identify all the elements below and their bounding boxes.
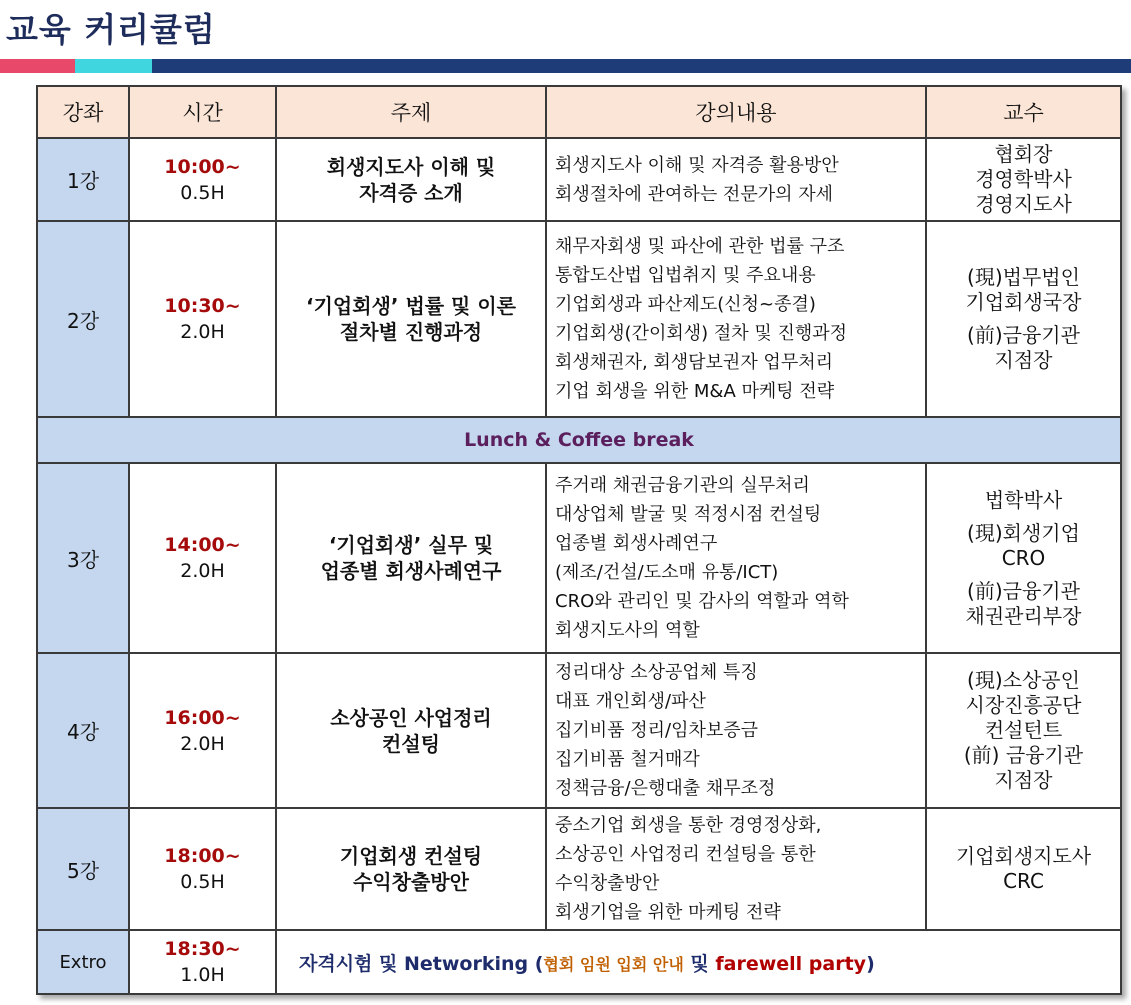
start-time: 18:00~ [164,845,241,867]
prof-line: 법학박사 [984,487,1063,512]
extro-text-a: 자격시험 및 Networking ( [299,952,544,975]
extro-text-d: farewell party [715,952,867,975]
accent-bar-cyan [75,59,152,73]
duration: 0.5H [180,181,225,204]
start-time: 10:30~ [164,295,241,317]
content-line: 중소기업 회생을 통한 경영정상화, [555,815,822,836]
prof-line: 기업회생국장 [965,290,1082,314]
extro-row [37,930,1121,994]
lecture-time [129,463,276,653]
prof-line: 협회장 [994,142,1053,166]
lecture-time [129,138,276,221]
lecture-professor [926,221,1121,417]
lecture-content [546,221,926,417]
start-time: 16:00~ [164,706,241,729]
start-time: 10:00~ [164,155,241,178]
accent-bar-navy [152,59,1131,73]
prof-line: 경영학박사 [975,167,1072,191]
content-line: 기업회생(간이회생) 절차 및 진행과정 [555,323,848,344]
lecture-number: 4강 [37,653,129,808]
lunch-break-label: Lunch & Coffee break [37,417,1121,463]
table-row [37,808,1121,930]
lecture-professor [926,653,1121,808]
prof-line: CRC [1003,869,1044,893]
content-line: 정리대상 소상공업체 특징 [555,662,758,683]
lecture-content [546,808,926,930]
lecture-topic [276,653,546,808]
duration: 2.0H [180,732,225,755]
topic-line: ‘기업회생’ 법률 및 이론 [306,294,516,318]
prof-line: (現)회생기업 [967,520,1080,545]
content-line: 정책금융/은행대출 채무조정 [555,778,776,799]
prof-line: 시장진흥공단 [965,693,1082,717]
start-time: 14:00~ [164,534,241,556]
prof-line: (現)법무법인 [967,265,1080,289]
topic-line: 절차별 진행과정 [339,320,483,344]
content-line: 기업회생과 파산제도(신청~종결) [555,294,816,315]
duration: 1.0H [180,964,225,986]
prof-line: 경영지도사 [975,192,1072,216]
extro-text-e: ) [866,952,875,975]
content-line: 기업 회생을 위한 M&A 마케팅 전략 [555,381,835,402]
prof-line: 기업회생지도사 [955,844,1092,868]
duration: 0.5H [180,871,225,893]
topic-line: 기업회생 컨설팅 [339,844,483,868]
lecture-number: 1강 [37,138,129,221]
extro-text-c: 및 [683,952,716,975]
lecture-professor [926,463,1121,653]
content-line: 회생채권자, 회생담보권자 업무처리 [555,352,833,373]
topic-line: 업종별 회생사례연구 [320,559,502,583]
lecture-time [129,930,276,994]
table-row [37,653,1121,808]
content-line: 대상업체 발굴 및 적정시점 컨설팅 [555,504,822,525]
content-line: 주거래 채권금융기관의 실무처리 [555,475,810,496]
topic-line: 자격증 소개 [359,180,463,205]
prof-line: (前) 금융기관 [963,743,1084,767]
lecture-time [129,221,276,417]
lecture-topic [276,808,546,930]
content-line: CRO와 관리인 및 감사의 역할과 역학 [555,591,849,612]
duration: 2.0H [180,560,225,582]
prof-line: (前)금융기관 [967,323,1080,347]
lecture-number: 5강 [37,808,129,930]
lecture-topic [276,221,546,417]
content-line: 업종별 회생사례연구 [555,533,718,554]
content-line: 통합도산법 입법취지 및 주요내용 [555,265,816,286]
content-line: 대표 개인회생/파산 [555,691,706,712]
topic-line: 컨설팅 [382,731,440,756]
lecture-topic [276,138,546,221]
prof-line: 지점장 [994,348,1053,372]
content-line: 소상공인 사업정리 컨설팅을 통한 [555,844,816,865]
content-line: 회생절차에 관여하는 전문가의 자세 [555,183,833,205]
prof-line: CRO [1001,545,1046,570]
table-row [37,138,1121,221]
lecture-content [546,463,926,653]
content-line: 회생기업을 위한 마케팅 전략 [555,902,781,923]
topic-line: 수익창출방안 [353,870,469,894]
lecture-professor [926,138,1121,221]
curriculum-table [36,85,1122,995]
prof-line: (現)소상공인 [967,668,1080,692]
content-line: 회생지도사 이해 및 자격증 활용방안 [555,154,839,176]
prof-line: 지점장 [994,768,1053,792]
table-row [37,221,1121,417]
start-time: 18:30~ [164,938,241,960]
header-lecture: 강좌 [37,86,129,138]
content-line: 집기비품 정리/임차보증금 [555,720,759,741]
extro-text-b: 협회 임원 입회 안내 [543,954,684,974]
content-line: 채무자회생 및 파산에 관한 법률 구조 [555,236,845,257]
page-title: 교육 커리큘럼 [6,10,216,49]
lecture-number: 2강 [37,221,129,417]
extro-description [276,930,1121,994]
content-line: (제조/건설/도소매 유통/ICT) [555,562,779,583]
prof-line: (前)금융기관 [967,578,1080,603]
topic-line: 회생지도사 이해 및 [326,154,496,179]
topic-line: ‘기업회생’ 실무 및 [328,533,494,557]
header-content: 강의내용 [546,86,926,138]
table-row [37,463,1121,653]
table-header-row [37,86,1121,138]
content-line: 집기비품 철거매각 [555,749,700,770]
header-professor: 교수 [926,86,1121,138]
accent-bar-red [0,59,75,73]
lecture-professor [926,808,1121,930]
lecture-time [129,653,276,808]
content-line: 수익창출방안 [555,873,660,894]
lecture-content [546,138,926,221]
lecture-topic [276,463,546,653]
lecture-number: Extro [37,930,129,994]
lecture-content [546,653,926,808]
duration: 2.0H [180,321,225,343]
prof-line: 컨설턴트 [984,718,1063,742]
topic-line: 소상공인 사업정리 [330,705,492,730]
header-time: 시간 [129,86,276,138]
lecture-number: 3강 [37,463,129,653]
lecture-time [129,808,276,930]
content-line: 회생지도사의 역할 [555,620,700,641]
header-topic: 주제 [276,86,546,138]
lunch-break-row [37,417,1121,463]
prof-line: 채권관리부장 [965,603,1082,628]
